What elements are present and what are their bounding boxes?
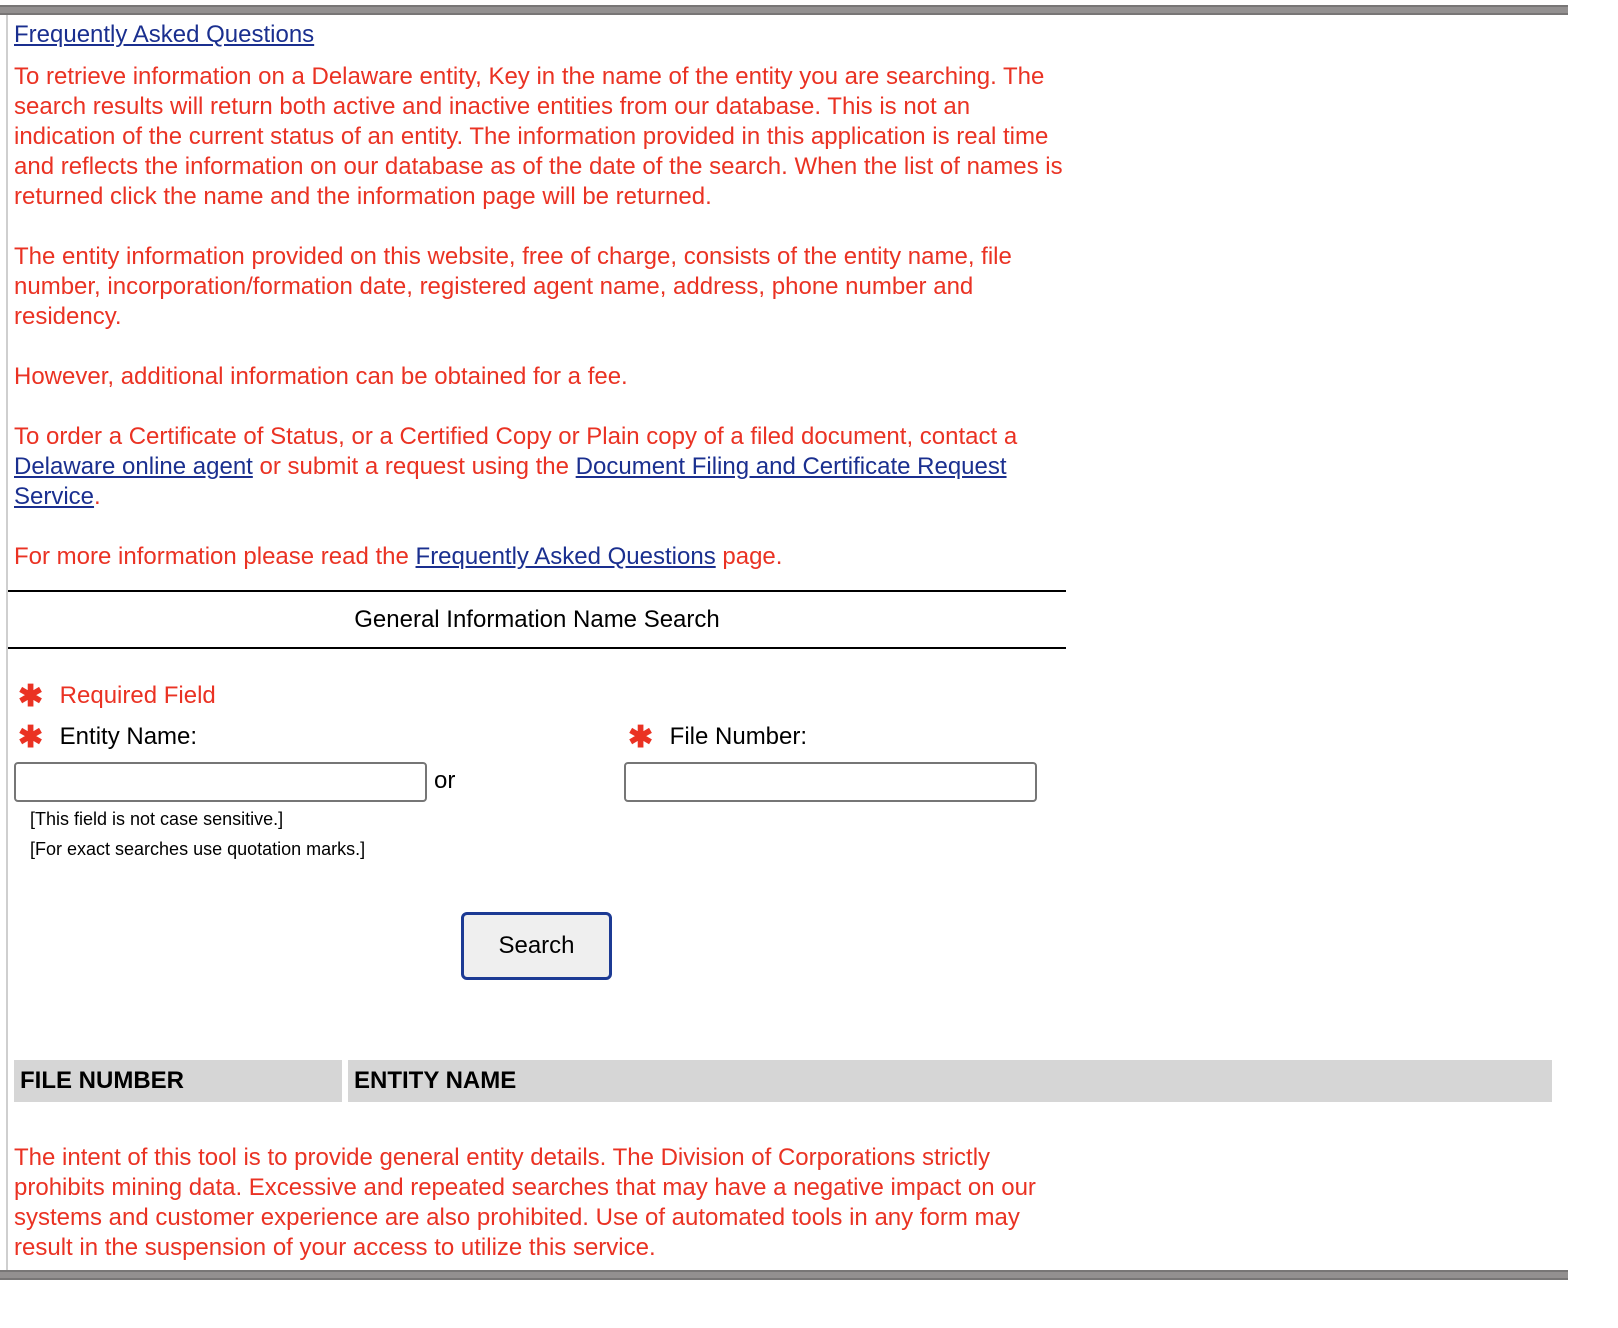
more-info-post: page. [715,543,783,570]
order-text-post: . [94,483,101,510]
entity-name-label-group [18,722,197,752]
intro-text-3: However, additional information can be obtained for a fee. [14,363,628,390]
more-info-text [14,542,1074,572]
order-text-mid: or submit a request using the [252,453,576,480]
intro-paragraph-5 [14,542,1074,572]
intro-paragraph-4 [14,422,1054,512]
required-field-legend [18,681,216,711]
top-frame-border [0,5,1568,15]
intro-text-2: The entity information provided on this website, free of charge, consists of the entity name, file number, incorporation/formation date, registered agent name, address, phone number and residency. [14,243,1012,330]
order-certificate-text [14,422,1054,512]
column-header-entity-name[interactable]: ENTITY NAME [348,1060,1552,1102]
or-separator: or [434,767,456,794]
intro-paragraph-3 [14,362,1074,392]
file-number-label: File Number: [669,723,808,750]
section-title: General Information Name Search [354,606,720,633]
intro-paragraph-1 [14,62,1074,212]
faq-link-container [14,18,1074,52]
entity-name-label: Entity Name: [59,723,198,750]
required-asterisk-icon: ✱ [18,721,44,754]
section-divider-bottom [8,647,1066,649]
faq-link-inline[interactable]: Frequently Asked Questions [415,543,716,570]
left-frame-border [6,15,8,1270]
search-button[interactable]: Search [461,912,612,980]
file-number-input[interactable] [624,762,1037,802]
document-filing-service-link[interactable]: Document Filing and Certificate Request Service [14,453,1007,510]
disclaimer-text: The intent of this tool is to provide general entity details. The Division of Corporations strictly prohibits mining data. Excessive and repeated searches that may have a negative impact on our systems and customer experience are also prohibited. Use of automated tools in any form may result in the suspension of your access to utilize this service. [14,1144,1036,1261]
required-field-label: Required Field [59,682,216,709]
more-info-pre: For more information please read the [14,543,416,570]
disclaimer [14,1143,1074,1263]
delaware-online-agent-link[interactable]: Delaware online agent [14,453,253,480]
section-divider-top [8,590,1066,592]
hint-exact-search: [For exact searches use quotation marks.] [30,839,366,859]
order-text-pre: To order a Certificate of Status, or a Certified Copy or Plain copy of a filed document, contact a [14,423,1018,450]
column-header-file-number[interactable]: FILE NUMBER [14,1060,342,1102]
required-asterisk-icon: ✱ [628,721,654,754]
hint-case-insensitive: [This field is not case sensitive.] [30,809,284,829]
file-number-label-group [628,722,807,752]
required-asterisk-icon: ✱ [18,680,44,713]
bottom-frame-border [0,1270,1568,1280]
entity-name-input[interactable] [14,762,427,802]
faq-link-top[interactable]: Frequently Asked Questions [14,21,315,48]
intro-paragraph-2 [14,242,1074,332]
intro-text-1: To retrieve information on a Delaware entity, Key in the name of the entity you are searching. The search results will return both active and inactive entities from our database. This is not an indication of the current status of an entity. The information provided in this application is real time and reflects the information on our database as of the date of the search. When the list of names is returned click the name and the information page will be returned. [14,63,1063,210]
